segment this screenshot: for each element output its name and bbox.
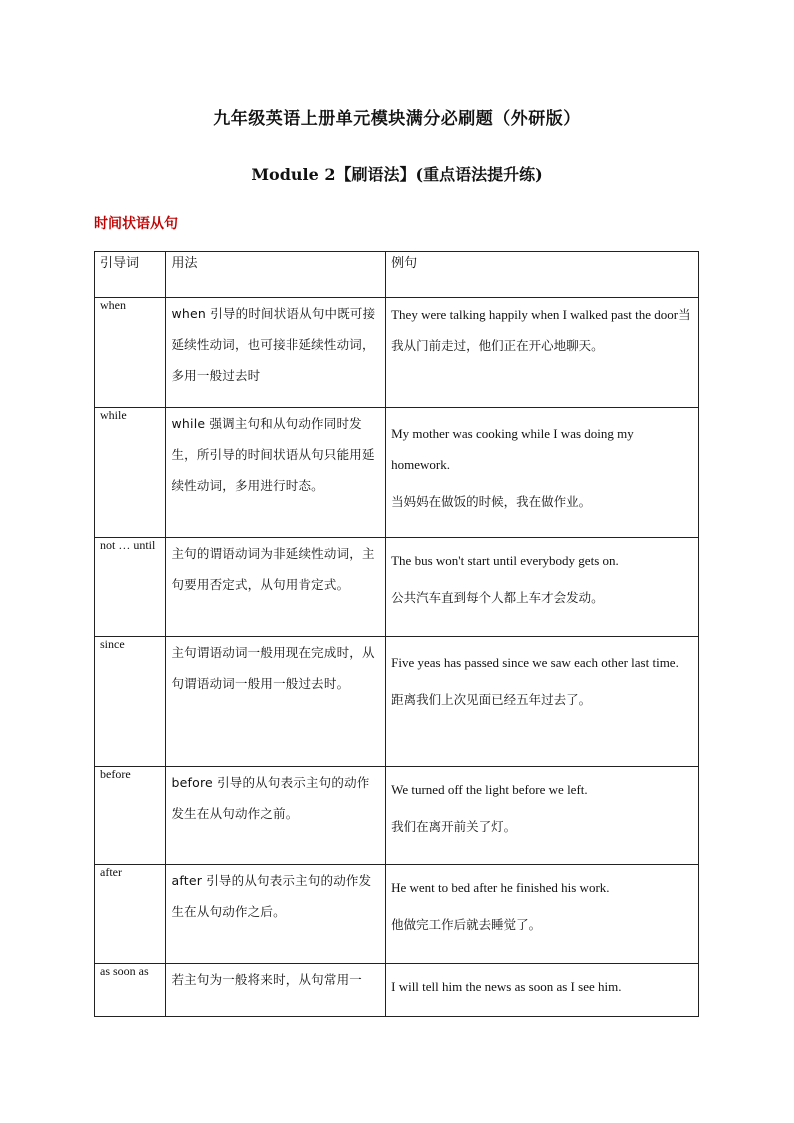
row-word: as soon as [95,964,166,1017]
example-english: We turned off the light before we left. [391,782,588,797]
table-row [95,538,699,637]
example-chinese: 公共汽车直到每个人都上车才会发动。 [391,590,604,605]
example-english: Five yeas has passed since we saw each other last time. [391,655,679,670]
row-word: since [95,637,166,767]
document-title: 九年级英语上册单元模块满分必刷题（外研版） [213,109,581,129]
example-english: My mother was cooking while I was doing my homework. [391,426,634,472]
table-row [95,767,699,865]
row-word: not … until [95,538,166,637]
row-word: while [95,408,166,538]
table-row [95,637,699,767]
example-english: He went to bed after he finished his work. [391,880,610,895]
row-usage: 主句的谓语动词为非延续性动词，主句要用否定式，从句用肯定式。 [166,538,386,637]
row-example [386,637,699,767]
header-example: 例句 [386,252,699,298]
row-word: after [95,865,166,964]
row-word: when [95,298,166,408]
table-row [95,408,699,538]
row-example [386,408,699,538]
row-example [386,865,699,964]
example-chinese: 当我从门前走过，他们正在开心地聊天。 [391,307,691,353]
row-example [386,298,699,408]
table-row [95,964,699,1017]
table-header-row [95,252,699,298]
example-english: The bus won't start until everybody gets on. [391,553,619,568]
example-english: They were talking happily when I walked past the door当我从门前走过，他们正在开心地聊天。 [391,307,691,353]
example-chinese: 当妈妈在做饭的时候，我在做作业。 [391,494,592,509]
header-usage: 用法 [166,252,386,298]
row-usage: 若主句为一般将来时，从句常用一 [166,964,386,1017]
row-example [386,964,699,1017]
table-row [95,865,699,964]
row-example [386,538,699,637]
row-usage: after 引导的从句表示主句的动作发生在从句动作之后。 [166,865,386,964]
example-english: I will tell him the news as soon as I see him. [391,979,622,994]
header-word: 引导词 [95,252,166,298]
section-heading: 时间状语从句 [94,216,178,232]
example-chinese: 距离我们上次见面已经五年过去了。 [391,692,592,707]
row-usage: when 引导的时间状语从句中既可接延续性动词，也可接非延续性动词，多用一般过去时 [166,298,386,408]
table-row [95,298,699,408]
example-chinese: 他做完工作后就去睡觉了。 [391,917,542,932]
example-chinese: 我们在离开前关了灯。 [391,819,517,834]
grammar-table [94,251,699,1017]
document-subtitle: Module 2【刷语法】(重点语法提升练) [251,165,543,184]
row-usage: 主句谓语动词一般用现在完成时，从句谓语动词一般用一般过去时。 [166,637,386,767]
row-usage: while 强调主句和从句动作同时发生，所引导的时间状语从句只能用延续性动词，多用进行时态。 [166,408,386,538]
row-usage: before 引导的从句表示主句的动作发生在从句动作之前。 [166,767,386,865]
row-word: before [95,767,166,865]
row-example [386,767,699,865]
